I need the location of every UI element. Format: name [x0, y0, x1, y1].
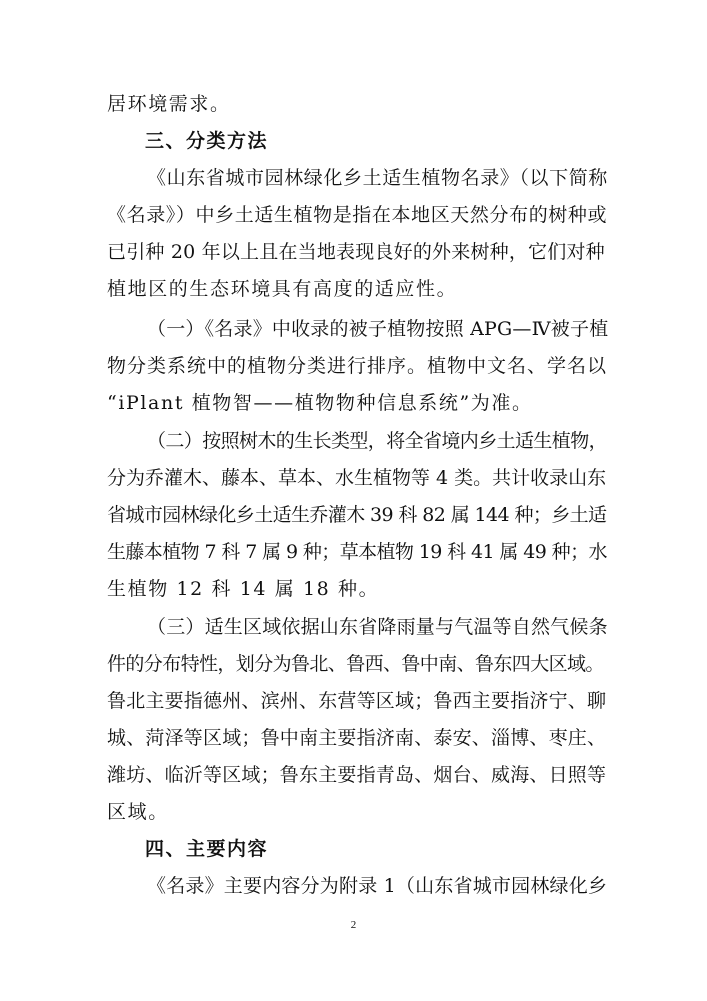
item-3-line-4: 城、菏泽等区域；鲁中南主要指济南、泰安、淄博、枣庄、 [107, 727, 607, 749]
item-2-line-3: 省城市园林绿化乡土适生乔灌木 39 科 82 属 144 种；乡土适 [107, 504, 607, 526]
item-3-line-3: 鲁北主要指德州、滨州、东营等区域；鲁西主要指济宁、聊 [107, 690, 607, 712]
item-1-line-1: （一）《名录》中收录的被子植物按照 APG—Ⅳ被子植 [147, 318, 609, 340]
section-3-intro-line-1: 《山东省城市园林绿化乡土适生植物名录》（以下简称 [147, 167, 608, 189]
section-3-heading: 三、分类方法 [145, 130, 269, 152]
item-2-line-1: （二）按照树木的生长类型，将全省境内乡土适生植物， [147, 430, 608, 452]
item-2-line-5: 生植物 12 科 14 属 18 种。 [107, 578, 380, 600]
item-3-line-1: （三）适生区域依据山东省降雨量与气温等自然气候条 [147, 616, 608, 638]
section-3-intro-line-3: 已引种 20 年以上且在当地表现良好的外来树种，它们对种 [107, 241, 605, 263]
item-1-line-2: 物分类系统中的植物分类进行排序。植物中文名、学名以 [107, 355, 608, 377]
item-3-line-2: 件的分布特性，划分为鲁北、鲁西、鲁中南、鲁东四大区域。 [107, 653, 604, 675]
item-2-line-4: 生藤本植物 7 科 7 属 9 种；草本植物 19 科 41 属 49 种；水 [107, 541, 607, 563]
continued-text-line: 居环境需求。 [107, 93, 231, 115]
item-3-line-5: 潍坊、临沂等区域；鲁东主要指青岛、烟台、威海、日照等 [107, 764, 607, 786]
item-2-line-2: 分为乔灌木、藤本、草本、水生植物等 4 类。共计收录山东 [107, 467, 607, 489]
section-4-heading: 四、主要内容 [145, 838, 269, 860]
item-3-line-6: 区域。 [107, 801, 169, 823]
section-3-intro-line-2: 《名录》）中乡土适生植物是指在本地区天然分布的树种或 [107, 204, 608, 226]
section-3-intro-line-4: 植地区的生态环境具有高度的适应性。 [107, 278, 458, 300]
item-1-line-3: “iPlant 植物智——植物物种信息系统”为准。 [107, 392, 533, 414]
section-4-line-1: 《名录》主要内容分为附录 1（山东省城市园林绿化乡 [147, 875, 608, 897]
page-number: 2 [350, 919, 357, 931]
